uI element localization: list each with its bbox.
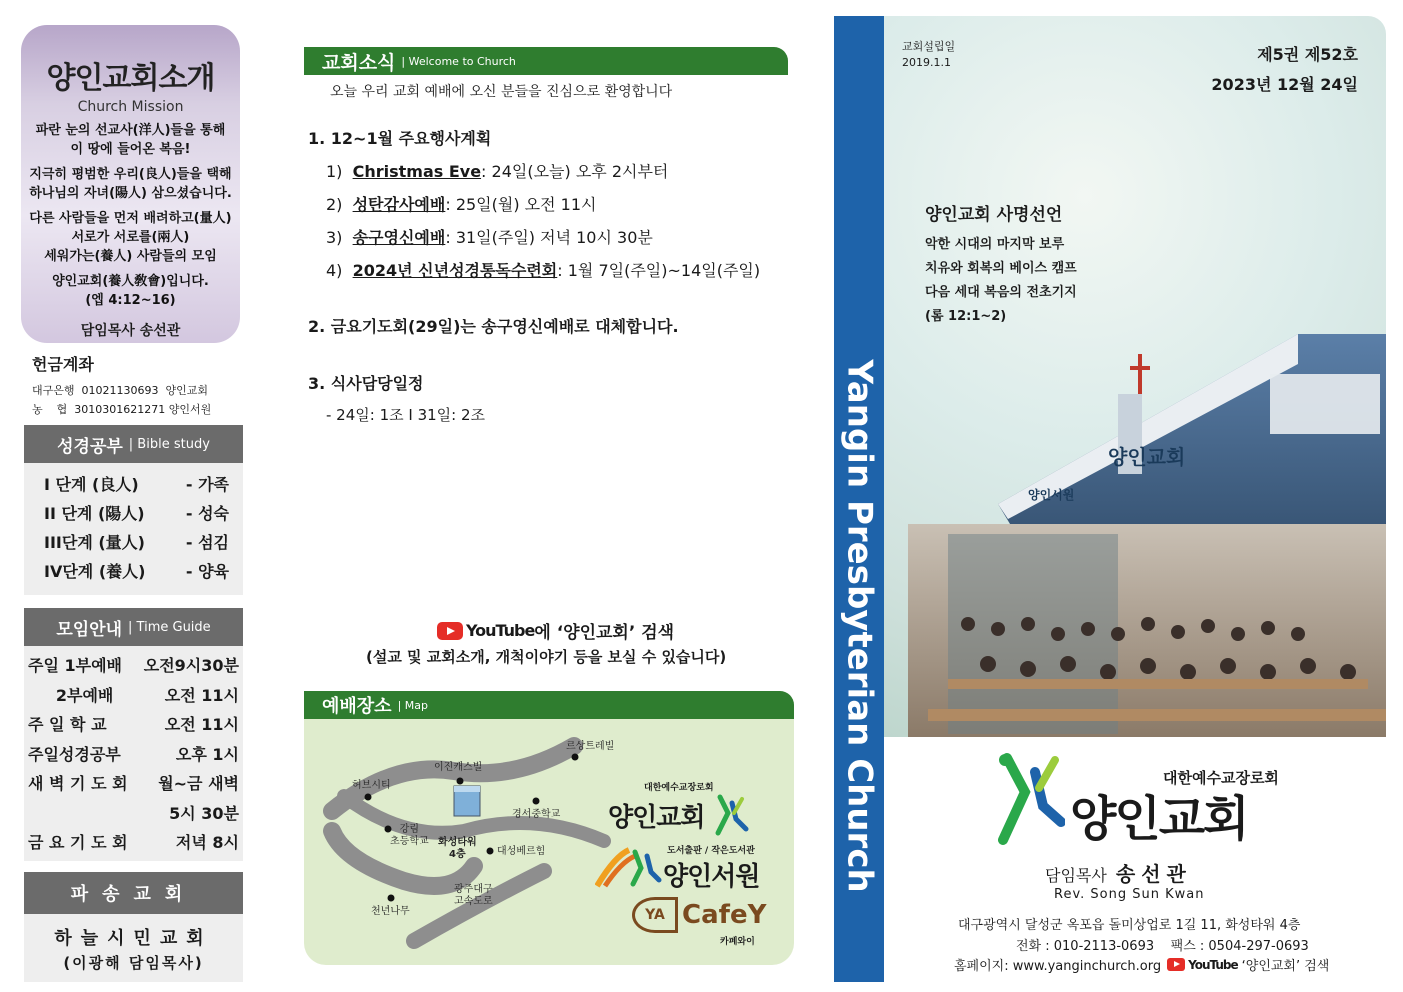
- guide-row: 5시 30분: [169, 803, 239, 823]
- bible-row: I 단계 (良人) - 가족: [44, 475, 229, 494]
- bible-study-header: [24, 425, 243, 463]
- issue-volume: 제5권 제52호: [1257, 45, 1358, 64]
- declaration-line: 악한 시대의 마지막 보루: [925, 237, 1065, 252]
- church-phone: 전화 : 010-2113-0693 팩스 : 0504-297-0693: [1016, 939, 1309, 954]
- yangin-church-logo: 대한예수교장로회 양인교회: [608, 780, 750, 837]
- offering-account: [32, 352, 242, 419]
- event-item: 1) Christmas Eve: 24일(오늘) 오후 2시부터: [326, 162, 669, 181]
- sending-church-box: [24, 872, 243, 982]
- youtube-subtext: (설교 및 교회소개, 개척이야기 등을 보실 수 있습니다): [366, 648, 727, 666]
- event-item: 4) 2024년 신년성경통독수련회: 1월 7일(주일)~14일(주일): [326, 261, 761, 280]
- mission-text-1: 파란 눈의 선교사(洋人)들을 통해 이 땅에 들어온 복음!: [35, 123, 226, 157]
- account-line-1: 대구은행 01021130693 양인교회: [32, 384, 208, 397]
- map-label: 허브시티: [352, 780, 391, 791]
- issue-date: 2023년 12월 24일: [1211, 75, 1358, 94]
- account-title: 헌금계좌: [32, 355, 94, 374]
- declaration-line: 다음 세대 복음의 전초기지: [925, 285, 1077, 300]
- time-guide-box: [24, 608, 243, 861]
- declaration-line: (롬 12:1~2): [925, 309, 1007, 324]
- photo-sign-bookstore: 양인서원: [1028, 488, 1075, 502]
- mission-declaration-title: 양인교회 사명선언: [925, 205, 1063, 225]
- sending-church-header: 파송교회: [24, 872, 243, 914]
- church-homepage: 홈페이지: www.yanginchurch.org YouTube ‘양인교회’ 검색: [954, 957, 1330, 974]
- guide-row: 주 일 학 교 오전 11시: [28, 715, 239, 735]
- sending-church-pastor: (이광해 담임목사): [63, 954, 204, 972]
- bible-row: III단계 (量人) - 섬김: [44, 533, 229, 552]
- youtube-search-text: 에 ‘양인교회’ 검색: [534, 623, 675, 643]
- mission-pastor: 담임목사 송선관: [80, 323, 181, 339]
- bible-row: II 단계 (陽人) - 성숙: [44, 504, 229, 523]
- cafe-y-logo: [632, 897, 766, 933]
- guide-row: 주일 1부예배 오전9시30분: [28, 656, 239, 676]
- yangin-bookstore-logo: 도서출판 / 작은도서관 양인서원: [595, 843, 759, 893]
- guide-row: 금 요 기 도 회 저녁 8시: [28, 833, 239, 853]
- mission-text-4: 양인교회(養人敎會)입니다. (엡 4:12~16): [52, 274, 209, 308]
- youtube-search-line: [437, 618, 674, 643]
- spine-title: Yangin Presbyterian Church: [840, 359, 880, 893]
- account-line-2: 농 협 3010301621271 양인서원: [32, 403, 212, 416]
- bible-study-title: 성경공부: [57, 436, 123, 457]
- guide-row: 2부예배 오전 11시: [28, 685, 239, 705]
- bible-study-title-en: | Bible study: [128, 436, 210, 452]
- youtube-word: YouTube: [466, 621, 535, 640]
- section-friday-prayer: 2. 금요기도회(29일)는 송구영신예배로 대체합니다.: [308, 317, 679, 336]
- meal-schedule: - 24일: 1조 I 31일: 2조: [326, 406, 486, 424]
- church-building-photo: [908, 334, 1386, 737]
- map-label: 르상트레빌: [566, 741, 615, 752]
- map-label: 이진캐스빌: [434, 762, 483, 773]
- youtube-icon: [437, 622, 463, 640]
- event-item: 3) 송구영신예배: 31일(주일) 저녁 10시 30분: [326, 228, 653, 247]
- bible-row: IV단계 (養人) - 양육: [44, 562, 229, 581]
- map-label: 경서중학교: [512, 809, 561, 820]
- map-label: 대성베르힘: [497, 846, 546, 857]
- time-guide-title-en: | Time Guide: [128, 619, 211, 635]
- map-label: 광주대구 고속도로: [454, 884, 493, 907]
- time-guide-title: 모임안내: [56, 619, 123, 640]
- church-photo-illustration: [908, 334, 1386, 737]
- sending-church-name: 하늘시민교회: [54, 928, 213, 949]
- map-title: 예배장소: [322, 696, 392, 717]
- issue-info: [1211, 40, 1358, 100]
- map-title-en: | Map: [397, 698, 428, 712]
- section-meal-schedule: 3. 식사담당일정: [308, 374, 424, 393]
- map-header: [304, 691, 794, 719]
- mission-subtitle: Church Mission: [77, 99, 184, 115]
- church-news-title: 교회소식: [322, 51, 396, 74]
- senior-pastor-en: Rev. Song Sun Kwan: [1054, 887, 1205, 902]
- church-news-header: [304, 47, 788, 75]
- mission-title: 양인교회소개: [46, 61, 215, 96]
- bookstore-fan-icon: [595, 846, 663, 890]
- figures-icon: [710, 793, 750, 837]
- guide-row: 주일성경공부 오후 1시: [28, 744, 239, 764]
- founding-date: 교회설립일 2019.1.1: [902, 40, 956, 69]
- denomination: 대한예수교장로회: [1163, 769, 1279, 787]
- senior-pastor: 담임목사 송선관: [1045, 862, 1192, 886]
- guide-row: 새 벽 기 도 회 월~금 새벽: [28, 774, 239, 794]
- welcome-text: 오늘 우리 교회 예배에 오신 분들을 진심으로 환영합니다: [330, 84, 673, 100]
- bible-study-box: [24, 425, 243, 595]
- map-label: 강림 초등학교: [390, 824, 429, 847]
- cafe-subtitle: 카페와이: [720, 937, 755, 947]
- event-item: 2) 성탄감사예배: 25일(월) 오전 11시: [326, 195, 597, 214]
- cafe-name: CafeY: [682, 900, 767, 930]
- church-address: 대구광역시 달성군 옥포읍 돌미상업로 1길 11, 화성타워 4층: [958, 918, 1301, 933]
- mission-text-3: 다른 사람들을 먼저 배려하고(量人) 서로가 서로를(兩人) 세워가는(養人) 사람들의 모임: [29, 211, 232, 264]
- map-label: 화성타워 4층: [438, 837, 477, 860]
- cafe-badge: YA: [632, 897, 678, 933]
- church-news-title-en: | Welcome to Church: [401, 54, 516, 68]
- church-mission-card: [21, 25, 240, 343]
- map-label: 천년나무: [371, 906, 410, 917]
- time-guide-header: [24, 608, 243, 646]
- photo-sign-church: 양인교회: [1108, 447, 1186, 469]
- mission-text-2: 지극히 평범한 우리(良人)들을 택해 하나님의 자녀(陽人) 삼으셨습니다.: [29, 167, 232, 201]
- declaration-line: 치유와 회복의 베이스 캠프: [925, 261, 1077, 276]
- church-name-large: 양인교회: [1070, 791, 1248, 847]
- church-logo-icon: [985, 752, 1065, 847]
- youtube-icon: [1167, 958, 1185, 971]
- section-events: 1. 12~1월 주요행사계획: [308, 129, 492, 148]
